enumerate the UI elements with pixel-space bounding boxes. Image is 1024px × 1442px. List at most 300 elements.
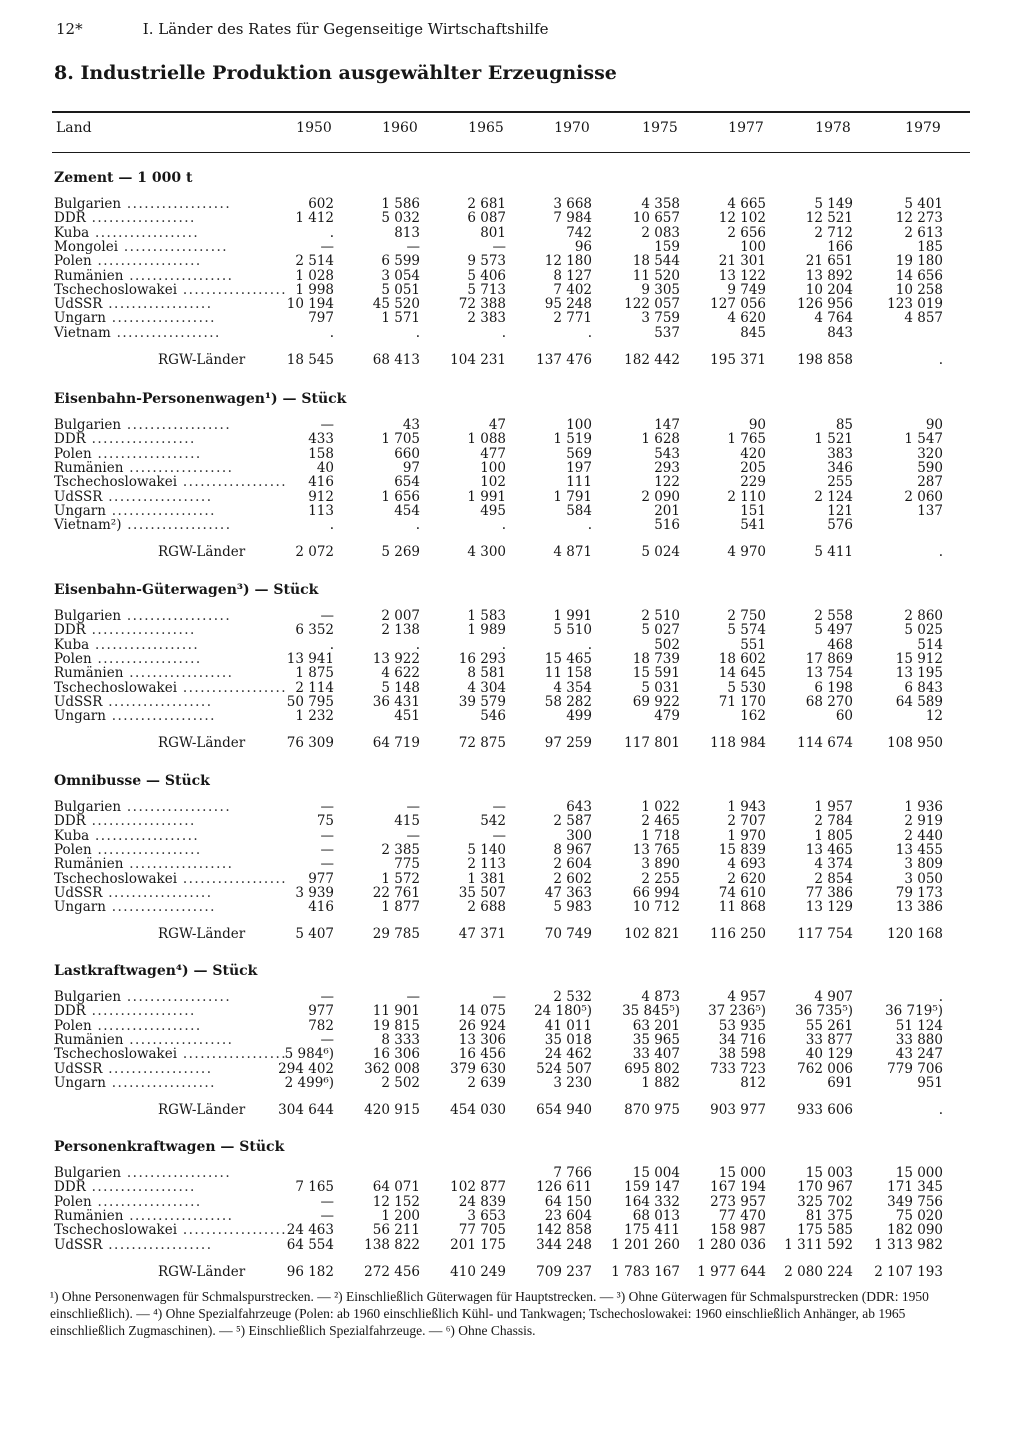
table-row [0, 326, 1024, 340]
cell-1965: 4 304 [467, 679, 506, 696]
table-row [0, 666, 1024, 680]
cell-1960: 813 [394, 224, 420, 241]
cell-1965: 8 581 [467, 665, 506, 682]
cell-1977: 1 280 036 [697, 1236, 766, 1253]
cell-1977: 53 935 [718, 1017, 766, 1034]
cell-1960: 19 815 [372, 1017, 420, 1034]
cell-1978: 198 858 [797, 352, 853, 368]
row-label-text: Polen [54, 650, 92, 667]
cell-1977: 2 620 [727, 870, 766, 887]
leader-dots: .................. [91, 841, 202, 858]
cell-1975: 35 845⁵) [622, 1003, 680, 1020]
cell-1977: 2 750 [727, 608, 766, 624]
cell-1970: 64 150 [544, 1193, 592, 1210]
cell-1960: 5 269 [381, 544, 420, 561]
leader-dots: .................. [118, 238, 229, 255]
cell-1979: 1 547 [904, 431, 943, 448]
cell-1970: 11 158 [544, 665, 592, 682]
country-name [54, 857, 233, 871]
cell-1979: 79 173 [895, 884, 943, 901]
cell-1960: 654 [394, 474, 420, 491]
cell-1965: 477 [480, 445, 506, 462]
column-header-land: Land [56, 120, 92, 136]
cell-1970: 5 983 [553, 899, 592, 916]
cell-1965: 542 [480, 813, 506, 830]
table-row [0, 475, 1024, 489]
cell-1970: 23 604 [544, 1207, 592, 1224]
cell-1960: 660 [394, 445, 420, 462]
total-label [158, 545, 245, 559]
cell-1970: 12 180 [544, 253, 592, 270]
table-row [0, 1004, 1024, 1018]
cell-1977: 90 [748, 417, 766, 433]
row-label-text: Tschechoslowakei [54, 1222, 178, 1239]
cell-1950: 1 028 [295, 267, 334, 284]
cell-1970: 5 510 [553, 622, 592, 639]
cell-1978: 691 [827, 1074, 853, 1091]
cell-1970: 2 587 [553, 813, 592, 830]
cell-1975: 2 510 [641, 608, 680, 624]
country-name [54, 990, 231, 1004]
table-row [0, 283, 1024, 297]
cell-1960: — [406, 827, 420, 844]
cell-1950: — [320, 1193, 334, 1210]
cell-1950: . [329, 636, 334, 653]
cell-1979: 590 [917, 459, 943, 476]
cell-1965: 201 175 [450, 1236, 506, 1253]
cell-1977: 9 749 [727, 281, 766, 298]
cell-1970: 8 967 [553, 841, 592, 858]
cell-1977: 845 [740, 324, 766, 341]
section-title: Eisenbahn-Personenwagen¹) — Stück [54, 391, 347, 407]
cell-1965: 39 579 [458, 693, 506, 710]
table-row [0, 226, 1024, 240]
country-name [54, 829, 199, 843]
table-row [0, 857, 1024, 871]
cell-1979: 2 919 [904, 813, 943, 830]
cell-1950: — [320, 1031, 334, 1048]
table-row [0, 490, 1024, 504]
cell-1979: . [938, 1102, 943, 1119]
cell-1978: 13 465 [805, 841, 853, 858]
cell-1975: 543 [654, 445, 680, 462]
cell-1970: 100 [566, 417, 592, 433]
leader-dots: .................. [177, 1222, 288, 1239]
row-label-text: DDR [54, 813, 86, 830]
table-row [0, 652, 1024, 666]
cell-1978: 10 204 [805, 281, 853, 298]
cell-1978: 21 651 [805, 253, 853, 270]
country-name [54, 1033, 233, 1047]
cell-1960: 22 761 [372, 884, 420, 901]
cell-1979: 185 [917, 238, 943, 255]
cell-1970: 2 532 [553, 989, 592, 1005]
country-name [54, 1209, 233, 1223]
leader-dots: .................. [177, 870, 288, 887]
cell-1950: 294 402 [278, 1060, 334, 1077]
cell-1970: 142 858 [536, 1222, 592, 1239]
country-name [54, 666, 233, 680]
cell-1978: 77 386 [805, 884, 853, 901]
cell-1965: 2 688 [467, 899, 506, 916]
cell-1960: . [415, 324, 420, 341]
cell-1977: 1 765 [727, 431, 766, 448]
year-header-1965: 1965 [468, 120, 504, 136]
row-label-text: Polen [54, 841, 92, 858]
cell-1965: 495 [480, 502, 506, 519]
cell-1960: . [415, 517, 420, 534]
cell-1970: 654 940 [536, 1102, 592, 1119]
leader-dots: .................. [105, 899, 216, 916]
cell-1979: 2 060 [904, 488, 943, 505]
cell-1978: 166 [827, 238, 853, 255]
cell-1975: 117 801 [624, 735, 680, 752]
cell-1965: — [492, 238, 506, 255]
cell-1979: 137 [917, 502, 943, 519]
row-label-text: DDR [54, 431, 86, 448]
cell-1950: 3 939 [295, 884, 334, 901]
cell-1979: 12 273 [895, 210, 943, 227]
cell-1950: — [320, 799, 334, 815]
section-title: Eisenbahn-Güterwagen³) — Stück [54, 582, 319, 598]
cell-1970: 643 [566, 799, 592, 815]
cell-1975: 5 027 [641, 622, 680, 639]
cell-1970: 15 465 [544, 650, 592, 667]
country-name [54, 211, 196, 225]
cell-1977: 903 977 [710, 1102, 766, 1119]
cell-1965: 26 924 [458, 1017, 506, 1034]
cell-1975: 147 [654, 417, 680, 433]
cell-1979: 123 019 [887, 296, 943, 313]
cell-1960: 1 572 [381, 870, 420, 887]
cell-1965: 102 [480, 474, 506, 491]
cell-1960: 12 152 [372, 1193, 420, 1210]
total-row [0, 1265, 1024, 1279]
section-title: Lastkraftwagen⁴) — Stück [54, 963, 258, 979]
country-name [54, 843, 202, 857]
country-name [54, 1180, 196, 1194]
cell-1977: 541 [740, 517, 766, 534]
cell-1950: 75 [316, 813, 334, 830]
row-label-text: Polen [54, 253, 92, 270]
cell-1960: 1 877 [381, 899, 420, 916]
cell-1970: 742 [566, 224, 592, 241]
cell-1965: 47 371 [458, 926, 506, 943]
cell-1979: 2 440 [904, 827, 943, 844]
cell-1975: 10 657 [632, 210, 680, 227]
cell-1970: 35 018 [544, 1031, 592, 1048]
cell-1970: . [587, 636, 592, 653]
row-label-text: Bulgarien [54, 196, 122, 212]
year-header-1978: 1978 [815, 120, 851, 136]
row-label-text: Vietnam²) [54, 517, 122, 534]
cell-1979: 349 756 [887, 1193, 943, 1210]
cell-1977: 4 693 [727, 856, 766, 873]
cell-1975: 1 718 [641, 827, 680, 844]
leader-dots: .................. [85, 210, 196, 227]
cell-1970: 3 230 [553, 1074, 592, 1091]
leader-dots: .................. [102, 693, 213, 710]
leader-dots: .................. [177, 1046, 288, 1063]
cell-1960: 8 333 [381, 1031, 420, 1048]
cell-1960: 1 571 [381, 310, 420, 327]
cell-1975: 11 520 [632, 267, 680, 284]
cell-1950: 5 407 [295, 926, 334, 943]
cell-1975: 182 442 [624, 352, 680, 368]
year-header-1975: 1975 [642, 120, 678, 136]
row-label-text: Rumänien [54, 1031, 124, 1048]
country-name [54, 1238, 213, 1252]
row-label-text: Bulgarien [54, 1165, 122, 1181]
cell-1970: 97 259 [544, 735, 592, 752]
cell-1978: 81 375 [805, 1207, 853, 1224]
cell-1965: 5 140 [467, 841, 506, 858]
cell-1977: 420 [740, 445, 766, 462]
cell-1970: 2 771 [553, 310, 592, 327]
cell-1978: 36 735⁵) [795, 1003, 853, 1020]
cell-1975: 159 [654, 238, 680, 255]
cell-1965: 16 456 [458, 1046, 506, 1063]
cell-1970: 569 [566, 445, 592, 462]
cell-1960: 5 051 [381, 281, 420, 298]
row-label-text: Ungarn [54, 310, 106, 327]
cell-1970: 1 991 [553, 608, 592, 624]
cell-1979: 10 258 [895, 281, 943, 298]
cell-1960: 36 431 [372, 693, 420, 710]
row-label-text: UdSSR [54, 693, 103, 710]
cell-1978: 5 497 [814, 622, 853, 639]
country-name [54, 1195, 202, 1209]
cell-1965: 2 383 [467, 310, 506, 327]
cell-1975: 18 544 [632, 253, 680, 270]
cell-1975: 35 965 [632, 1031, 680, 1048]
section-title: Zement — 1 000 t [54, 170, 193, 186]
cell-1975: 3 759 [641, 310, 680, 327]
footnotes: ¹) Ohne Personenwagen für Schmalspurstrecken. — ²) Einschließlich Güterwagen für Hauptstrecken. — ³) Ohne Güterwagen für Schmalspurstrecken (DDR: 1950 einschließlich). — ⁴) Ohne Spezialfahrzeuge (Polen: ab 1960 einschließlich Kühl- und Tankwagen; Tschechoslowakei: 1960 einschließlich Anhänger, ab 1965 einschließlich Zugmaschinen). — ⁵) Einschließlich Spezialfahrzeuge. — ⁶) Ohne Chassis. [50, 1289, 929, 1338]
table-row [0, 311, 1024, 325]
country-name [54, 240, 228, 254]
row-label-text: Tschechoslowakei [54, 679, 178, 696]
cell-1978: 126 956 [797, 296, 853, 313]
cell-1960: 2 007 [381, 608, 420, 624]
cell-1970: 96 [574, 238, 592, 255]
leader-dots: .................. [121, 196, 232, 212]
leader-dots: .................. [177, 679, 288, 696]
leader-dots: .................. [85, 431, 196, 448]
row-label-text: UdSSR [54, 1236, 103, 1253]
cell-1960: 2 138 [381, 622, 420, 639]
total-row [0, 1103, 1024, 1117]
total-row [0, 736, 1024, 750]
table-row [0, 254, 1024, 268]
cell-1950: 2 114 [295, 679, 334, 696]
cell-1978: 2 124 [814, 488, 853, 505]
cell-1977: 162 [740, 708, 766, 725]
cell-1970: 41 011 [544, 1017, 592, 1034]
cell-1970: 524 507 [536, 1060, 592, 1077]
cell-1978: 5 149 [814, 196, 853, 212]
table-row [0, 1195, 1024, 1209]
cell-1965: 546 [480, 708, 506, 725]
cell-1970: 95 248 [544, 296, 592, 313]
cell-1977: 4 970 [727, 544, 766, 561]
running-header [56, 20, 549, 38]
cell-1950: 50 795 [286, 693, 334, 710]
table-row [0, 447, 1024, 461]
cell-1978: 175 585 [797, 1222, 853, 1239]
cell-1978: 1 521 [814, 431, 853, 448]
cell-1978: 13 754 [805, 665, 853, 682]
cell-1979: 19 180 [895, 253, 943, 270]
cell-1960: 5 032 [381, 210, 420, 227]
cell-1979: 514 [917, 636, 943, 653]
cell-1978: 325 702 [797, 1193, 853, 1210]
cell-1960: 16 306 [372, 1046, 420, 1063]
cell-1975: 2 255 [641, 870, 680, 887]
cell-1977: 1 977 644 [697, 1263, 766, 1280]
cell-1965: 410 249 [450, 1263, 506, 1280]
cell-1950: 7 165 [295, 1179, 334, 1196]
cell-1978: 114 674 [797, 735, 853, 752]
row-label-text: Kuba [54, 636, 90, 653]
table-row [0, 1062, 1024, 1076]
cell-1975: 68 013 [632, 1207, 680, 1224]
cell-1979: 12 [925, 708, 943, 725]
cell-1960: 11 901 [372, 1003, 420, 1020]
cell-1975: 537 [654, 324, 680, 341]
cell-1960: 64 071 [372, 1179, 420, 1196]
cell-1977: 127 056 [710, 296, 766, 313]
cell-1950: 13 941 [286, 650, 334, 667]
cell-1979: 2 613 [904, 224, 943, 241]
total-label [158, 1103, 245, 1117]
cell-1965: 1 991 [467, 488, 506, 505]
cell-1977: 21 301 [718, 253, 766, 270]
cell-1975: 15 591 [632, 665, 680, 682]
cell-1977: 4 957 [727, 989, 766, 1005]
cell-1970: 24 462 [544, 1046, 592, 1063]
cell-1979: 2 860 [904, 608, 943, 624]
cell-1970: 499 [566, 708, 592, 725]
row-label-text: RGW-Länder [158, 544, 246, 561]
cell-1960: 6 599 [381, 253, 420, 270]
cell-1975: 18 739 [632, 650, 680, 667]
cell-1965: 2 681 [467, 196, 506, 212]
cell-1978: 4 764 [814, 310, 853, 327]
cell-1950: . [329, 324, 334, 341]
cell-1950: 64 554 [286, 1236, 334, 1253]
section-title: Personenkraftwagen — Stück [54, 1139, 285, 1155]
cell-1979: 75 020 [895, 1207, 943, 1224]
cell-1978: 117 754 [797, 926, 853, 943]
cell-1960: 775 [394, 856, 420, 873]
cell-1977: 77 470 [718, 1207, 766, 1224]
cell-1970: 344 248 [536, 1236, 592, 1253]
leader-dots: .................. [121, 608, 232, 624]
cell-1960: 64 719 [372, 735, 420, 752]
row-label-text: DDR [54, 622, 86, 639]
cell-1965: 13 306 [458, 1031, 506, 1048]
cell-1975: 5 024 [641, 544, 680, 561]
row-label-text: Polen [54, 1017, 92, 1034]
cell-1975: 63 201 [632, 1017, 680, 1034]
cell-1950: 6 352 [295, 622, 334, 639]
row-label-text: Rumänien [54, 267, 124, 284]
cell-1978: 843 [827, 324, 853, 341]
cell-1960: — [406, 238, 420, 255]
cell-1965: 24 839 [458, 1193, 506, 1210]
cell-1978: 1 957 [814, 799, 853, 815]
cell-1979: 3 809 [904, 856, 943, 873]
cell-1960: 415 [394, 813, 420, 830]
cell-1965: 4 300 [467, 544, 506, 561]
cell-1950: 2 072 [295, 544, 334, 561]
cell-1977: 195 371 [710, 352, 766, 368]
row-label-text: DDR [54, 1179, 86, 1196]
cell-1975: 2 465 [641, 813, 680, 830]
leader-dots: .................. [177, 474, 288, 491]
table-row [0, 418, 1024, 432]
row-label-text: Tschechoslowakei [54, 281, 178, 298]
country-name [54, 1076, 216, 1090]
cell-1977: 5 574 [727, 622, 766, 639]
cell-1960: 272 456 [364, 1263, 420, 1280]
table-row [0, 1209, 1024, 1223]
cell-1950: 977 [308, 1003, 334, 1020]
cell-1965: — [492, 827, 506, 844]
cell-1950: — [320, 827, 334, 844]
leader-dots: .................. [123, 1031, 234, 1048]
leader-dots: .................. [89, 636, 200, 653]
table-row [0, 504, 1024, 518]
cell-1965: . [501, 324, 506, 341]
cell-1970: 1 519 [553, 431, 592, 448]
cell-1960: 97 [402, 459, 420, 476]
country-name [54, 326, 221, 340]
cell-1970: 4 871 [553, 544, 592, 561]
cell-1979: 320 [917, 445, 943, 462]
cell-1950: — [320, 989, 334, 1005]
cell-1975: 9 305 [641, 281, 680, 298]
cell-1950: 912 [308, 488, 334, 505]
cell-1970: . [587, 324, 592, 341]
cell-1979: 13 386 [895, 899, 943, 916]
row-label-text: Ungarn [54, 899, 106, 916]
table-row [0, 518, 1024, 532]
cell-1977: 15 839 [718, 841, 766, 858]
row-label-text: RGW-Länder [158, 352, 246, 368]
row-label-text: Bulgarien [54, 417, 122, 433]
cell-1960: 3 054 [381, 267, 420, 284]
table-row [0, 990, 1024, 1004]
row-label-text: Polen [54, 445, 92, 462]
cell-1977: 1 970 [727, 827, 766, 844]
country-name [54, 269, 233, 283]
leader-dots: .................. [102, 1236, 213, 1253]
cell-1977: 5 530 [727, 679, 766, 696]
cell-1975: 201 [654, 502, 680, 519]
cell-1950: . [329, 517, 334, 534]
country-name [54, 1019, 202, 1033]
cell-1978: 4 907 [814, 989, 853, 1005]
row-label-text: Kuba [54, 224, 90, 241]
cell-1960: 1 200 [381, 1207, 420, 1224]
country-name [54, 1004, 196, 1018]
table-row [0, 1076, 1024, 1090]
cell-1978: 346 [827, 459, 853, 476]
cell-1965: . [501, 636, 506, 653]
table-row [0, 886, 1024, 900]
